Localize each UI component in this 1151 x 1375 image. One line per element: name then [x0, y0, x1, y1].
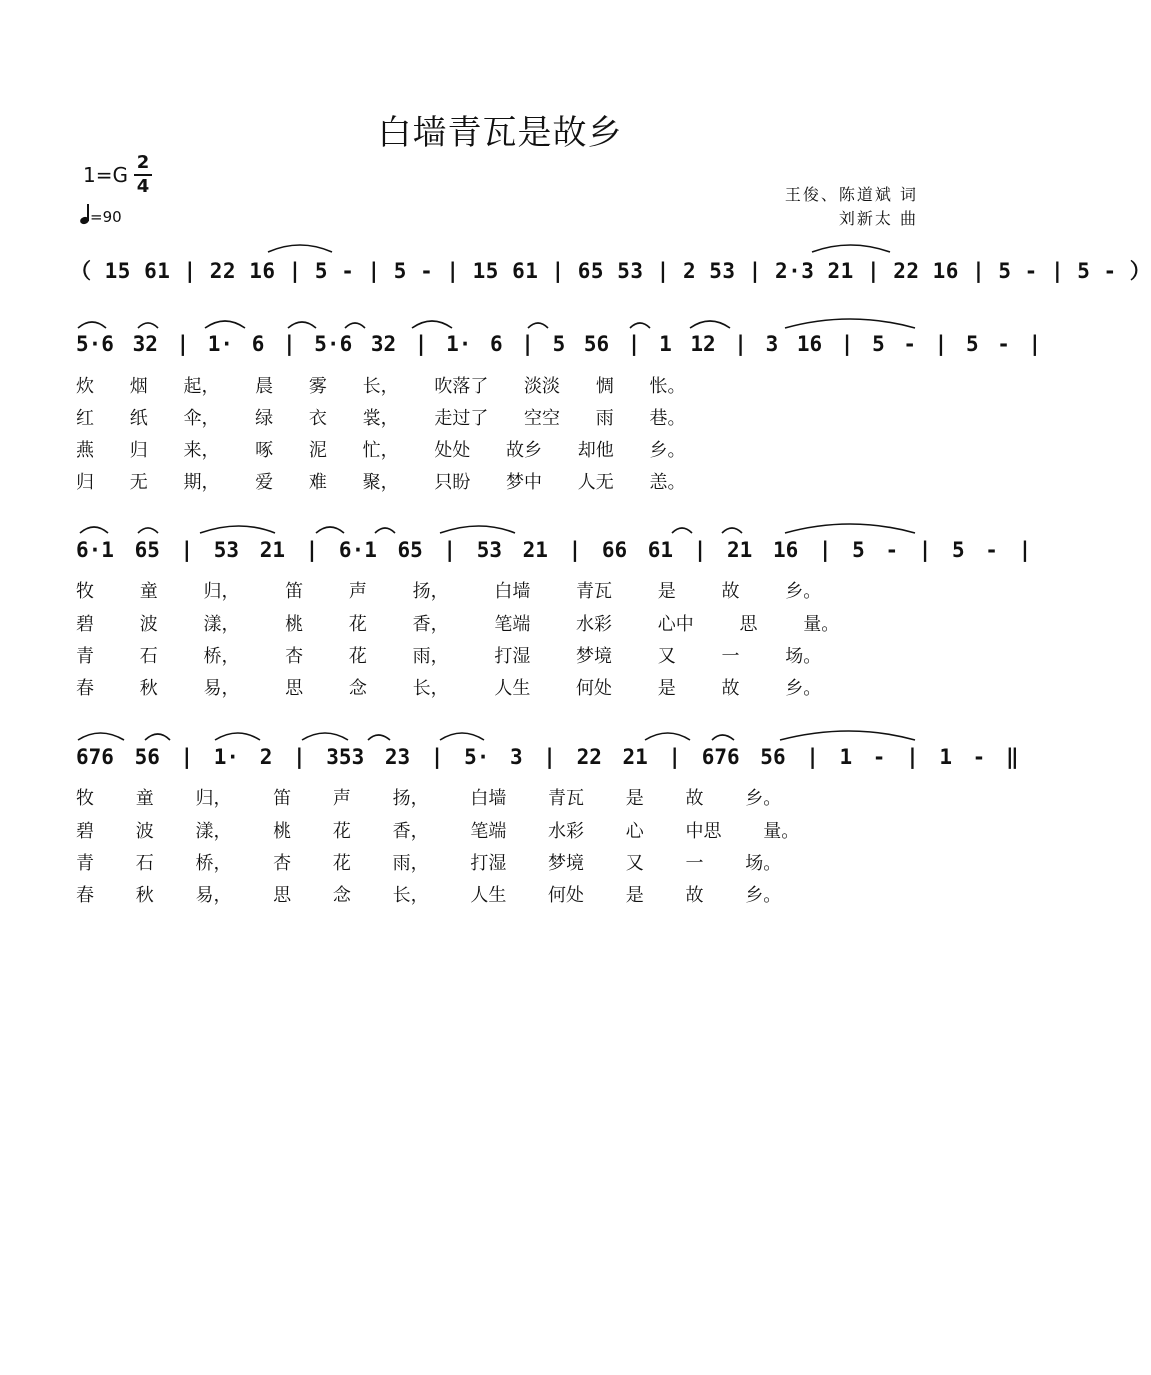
slur [630, 323, 650, 328]
row-2-lyric-2: 碧 波 漾， 桃 花 香， 笔端 水彩 心中 思 量。 [76, 614, 840, 635]
row-1-lyric-1: 炊 烟 起， 晨 雾 长， 吹落了 淡淡 惆 怅。 [76, 376, 686, 397]
slur [780, 731, 915, 740]
slur [672, 528, 692, 533]
row-2-lyric-3: 青 石 桥， 杏 花 雨， 打湿 梦境 又 一 场。 [76, 646, 822, 667]
slur [412, 321, 452, 328]
row-3-notes: 676 56 | 1· 2 | 353 23 | 5· 3 | 22 21 | 676 56 | 1 - | 1 - ‖ [76, 745, 1019, 769]
slur [215, 733, 260, 740]
time-signature-top: 2 [136, 152, 150, 173]
lyricist-credit: 王俊、陈道斌 词 [784, 185, 918, 204]
time-signature-bottom: 4 [136, 176, 150, 197]
slur [785, 524, 915, 533]
slur [645, 733, 690, 740]
slur [145, 734, 170, 740]
slur [440, 526, 515, 533]
slur [528, 323, 548, 328]
slur [80, 527, 108, 533]
row-2-lyric-4: 春 秋 易， 思 念 长， 人生 何处 是 故 乡。 [76, 678, 822, 699]
slur [785, 319, 915, 328]
slur [440, 733, 484, 740]
slur [812, 245, 890, 252]
slur [375, 528, 395, 533]
slur [368, 735, 390, 740]
row-3-lyric-2: 碧 波 漾， 桃 花 香， 笔端 水彩 心 中思 量。 [76, 821, 800, 842]
row-1-lyric-4: 归 无 期， 爱 难 聚， 只盼 梦中 人无 恙。 [76, 472, 686, 493]
slur [316, 527, 344, 533]
slur [78, 322, 106, 328]
row-2-lyric-1: 牧 童 归， 笛 声 扬， 白墙 青瓦 是 故 乡。 [76, 581, 822, 602]
slur [288, 322, 316, 328]
slur [138, 323, 158, 328]
row-3-lyric-3: 青 石 桥， 杏 花 雨， 打湿 梦境 又 一 场。 [76, 853, 782, 874]
slur [712, 735, 734, 740]
tempo-value: =90 [90, 208, 122, 226]
slur [205, 321, 245, 328]
slur [268, 245, 332, 252]
page-title: 白墙青瓦是故乡 [377, 113, 623, 153]
row-3-lyric-1: 牧 童 归， 笛 声 扬， 白墙 青瓦 是 故 乡。 [76, 788, 782, 809]
row-3-lyric-4: 春 秋 易， 思 念 长， 人生 何处 是 故 乡。 [76, 885, 782, 906]
slur [690, 321, 730, 328]
row-1-notes: 5·6 32 | 1· 6 | 5·6 32 | 1· 6 | 5 56 | 1 12 | 3 16 | 5 - | 5 - | [76, 332, 1042, 356]
composer-credit: 刘新太 曲 [838, 209, 918, 228]
slur [200, 526, 275, 533]
slur [302, 733, 348, 740]
key-signature: 1=G [83, 163, 128, 187]
row-1-lyric-2: 红 纸 伞， 绿 衣 裳， 走过了 空空 雨 巷。 [76, 408, 686, 429]
slur [345, 323, 365, 328]
row-2-notes: 6·1 65 | 53 21 | 6·1 65 | 53 21 | 66 61 | 21 16 | 5 - | 5 - | [76, 538, 1032, 562]
row-1-lyric-3: 燕 归 来， 啄 泥 忙， 处处 故乡 却他 乡。 [76, 440, 686, 461]
slur [138, 528, 158, 533]
intro-line: （ 15 61 | 22 16 | 5 - | 5 - | 15 61 | 65 53 | 2 53 | 2·3 21 | 22 16 | 5 - | 5 - ） [70, 259, 1151, 283]
slur [78, 733, 124, 740]
slur [722, 528, 742, 533]
